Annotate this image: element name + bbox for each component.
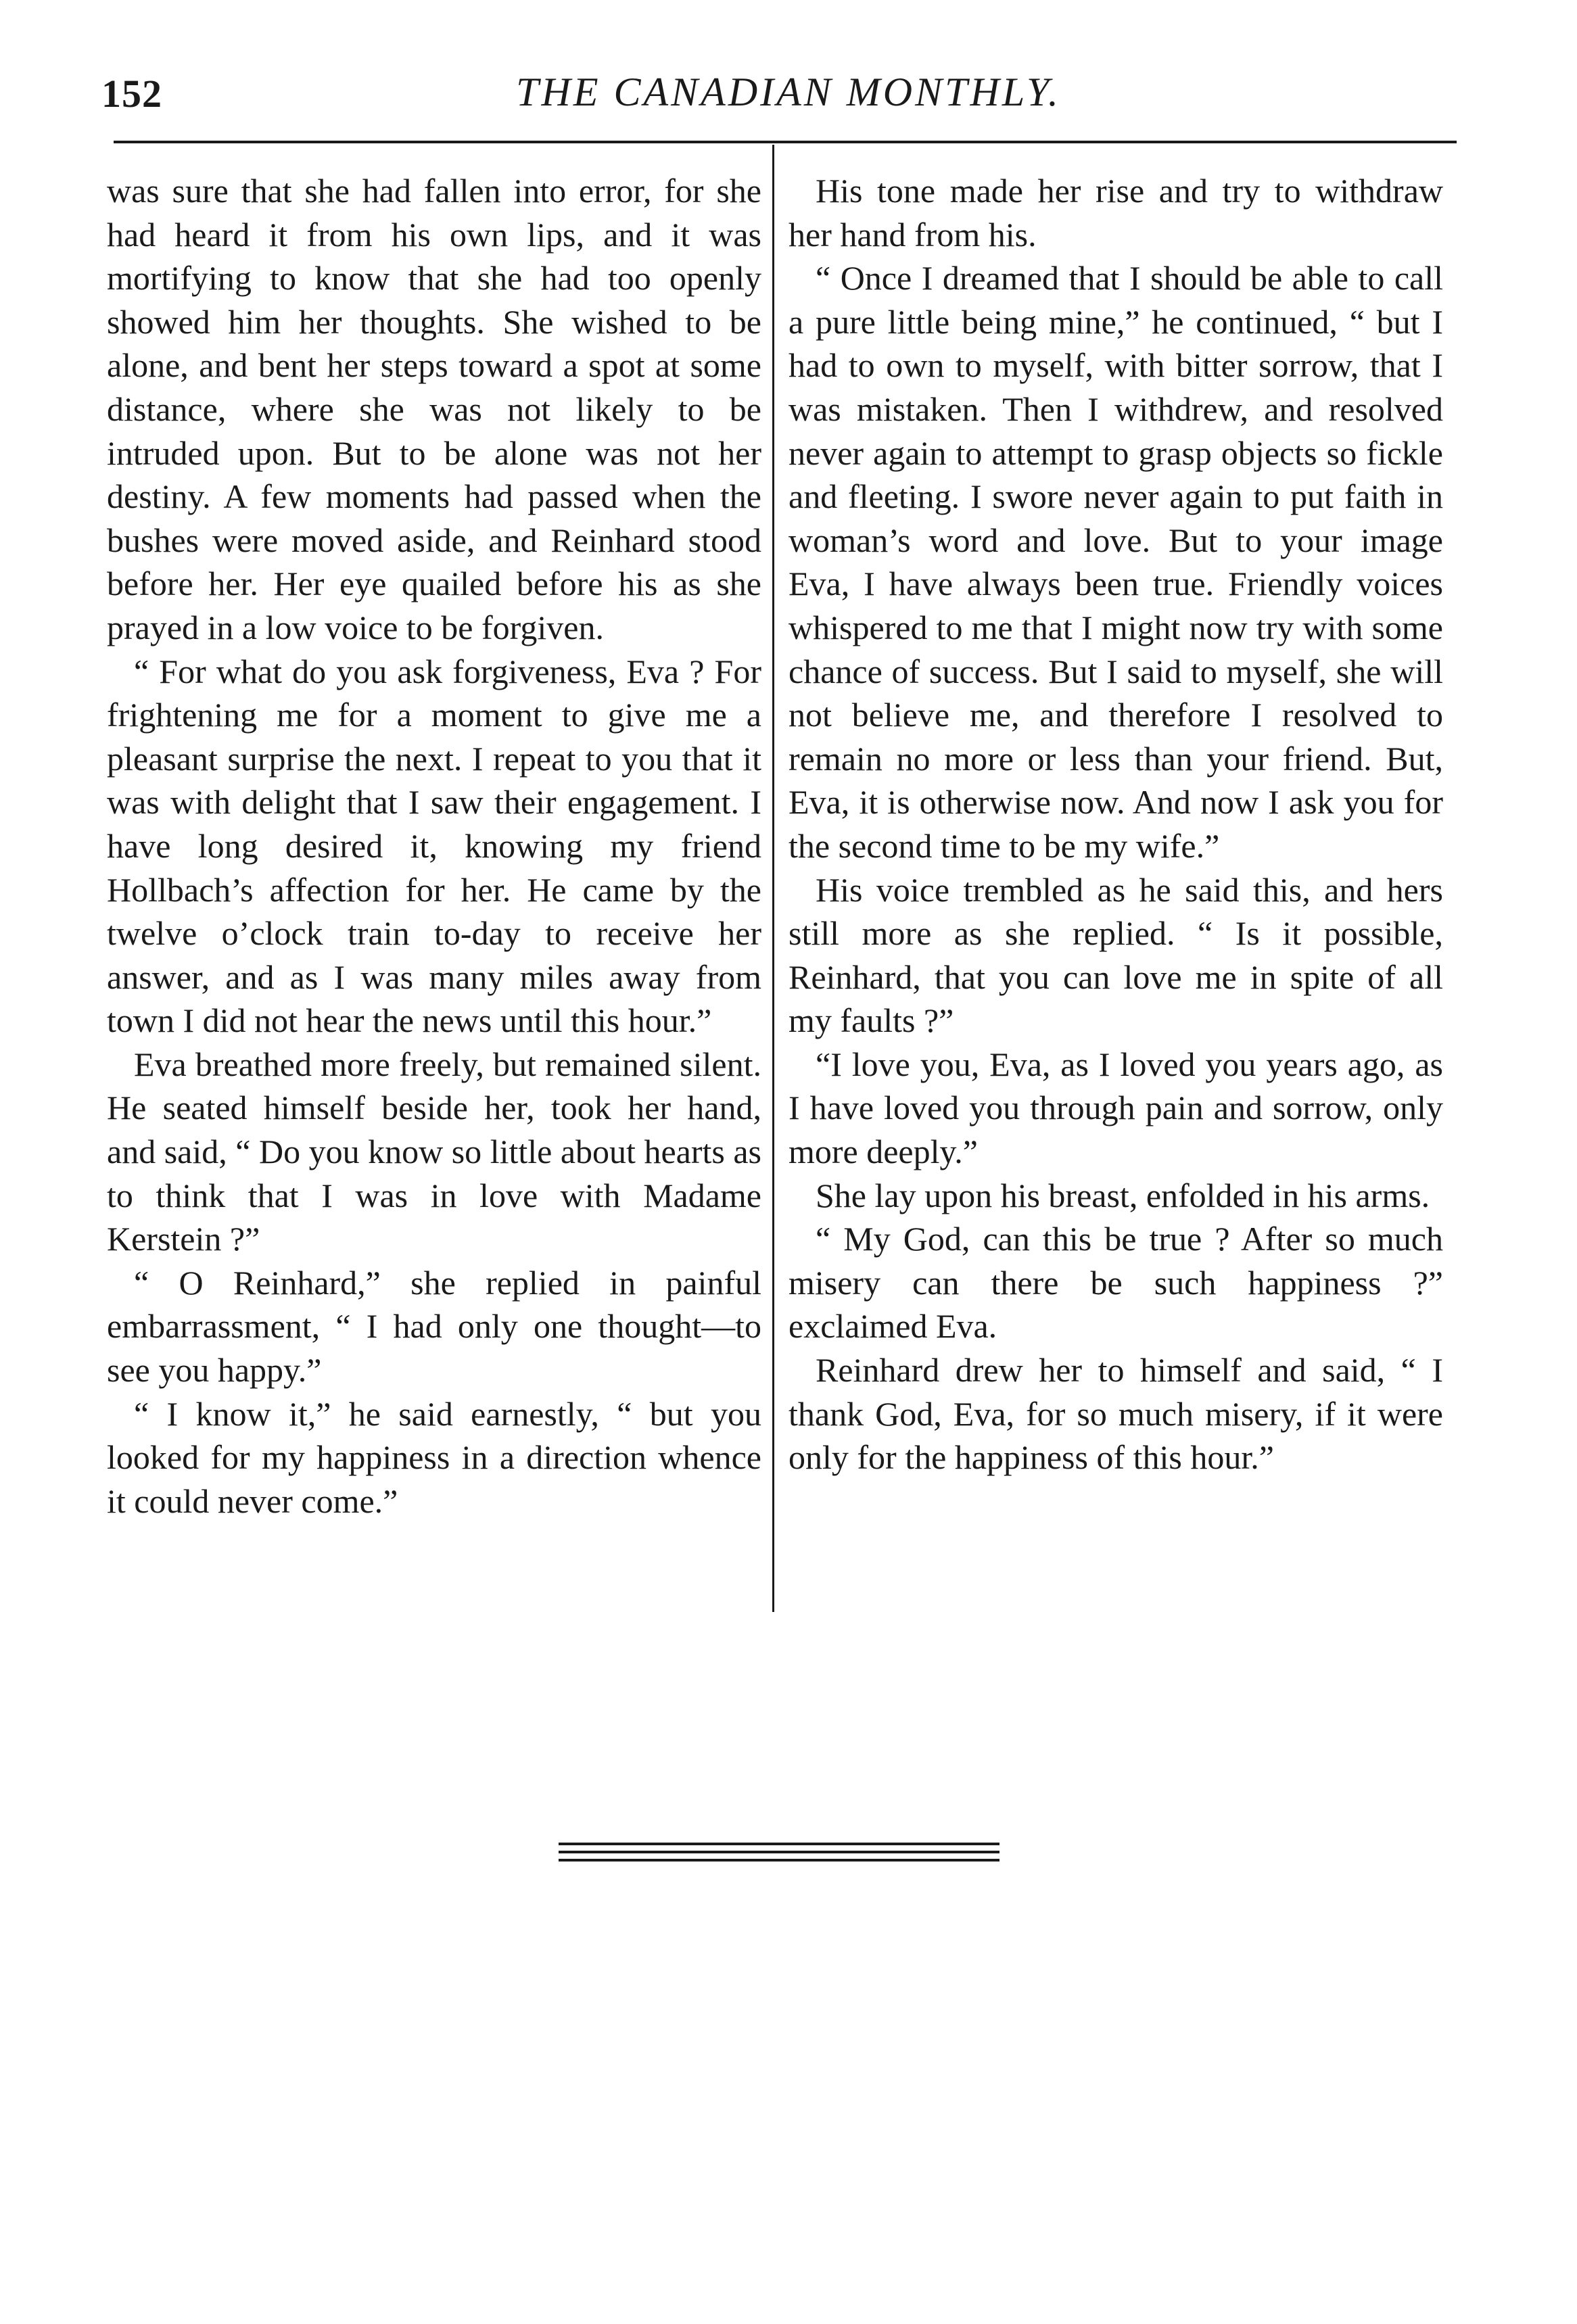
end-ornament-rule <box>559 1843 999 1845</box>
paragraph: “ I know it,” he said earnestly, “ but you looked for my happiness in a direction whence it could never come.” <box>107 1394 761 1520</box>
paragraph: “ Once I dreamed that I should be able to call a pure little being mine,” he continued, “ but I had to own to myself, with bitter sorrow, that I was mistaken. Then I withdrew, and resolved never again to attempt to grasp objects so fickle and fleeting. I swore never again to put faith in woman’s word and love. But to your image Eva, I have always been true. Friendly voices whispered to me that I might now try with some chance of success. But I said to myself, she will not believe me, and therefore I resolved to remain no more or less than your friend. But, Eva, it is otherwise now. And now I ask you for the second time to be my wife.” <box>788 259 1443 865</box>
header-rule <box>114 141 1457 143</box>
paragraph: “ For what do you ask forgiveness, Eva ? For frightening me for a moment to give me a pleasant surprise the next. I repeat to you that it was with delight that I saw their engagement. I have long desired it, knowing my friend Hollbach’s affection for her. He came by the twelve o’clock train to-day to receive her answer, and as I was many miles away from town I did not hear the news until this hour.” <box>107 652 761 1040</box>
paragraph: was sure that she had fallen into error, for she had heard it from his own lips, and it was mortifying to know that she had too openly showed him her thoughts. She wished to be alone, and bent her steps toward a spot at some distance, where she was not likely to be intruded upon. But to be alone was not her destiny. A few moments had passed when the bushes were moved aside, and Reinhard stood before her. Her eye quailed before his as she prayed in a low voice to be forgiven. <box>107 172 761 646</box>
paragraph: His voice trembled as he said this, and hers still more as she replied. “ Is it possible, Reinhard, that you can love me in spite of all my faults ?” <box>788 870 1443 1040</box>
right-column <box>788 169 1443 1479</box>
end-ornament-rule <box>559 1851 999 1853</box>
paragraph: Reinhard drew her to himself and said, “ I thank God, Eva, for so much misery, if it were only for the happiness of this hour.” <box>788 1351 1443 1477</box>
paragraph: “ O Reinhard,” she replied in painful embarrassment, “ I had only one thought—to see you happy.” <box>107 1263 761 1390</box>
end-ornament-rule <box>559 1859 999 1861</box>
paragraph: She lay upon his breast, enfolded in his arms. <box>816 1176 1430 1214</box>
paragraph: “ My God, can this be true ? After so much misery can there be such happiness ?” exclaimed Eva. <box>788 1220 1443 1346</box>
left-column <box>107 169 761 1523</box>
page-number: 152 <box>101 72 162 116</box>
journal-title: THE CANADIAN MONTHLY. <box>516 70 1061 114</box>
paragraph: His tone made her rise and try to withdraw her hand from his. <box>788 172 1443 254</box>
paragraph: Eva breathed more freely, but remained silent. He seated himself beside her, took her hand, and said, “ Do you know so little about hearts as to think that I was in love with Madame Kerstein ?” <box>107 1045 761 1258</box>
column-divider <box>772 145 774 1612</box>
running-head <box>0 0 1577 128</box>
paragraph: “I love you, Eva, as I loved you years ago, as I have loved you through pain and sorrow, only more deeply.” <box>788 1045 1443 1171</box>
